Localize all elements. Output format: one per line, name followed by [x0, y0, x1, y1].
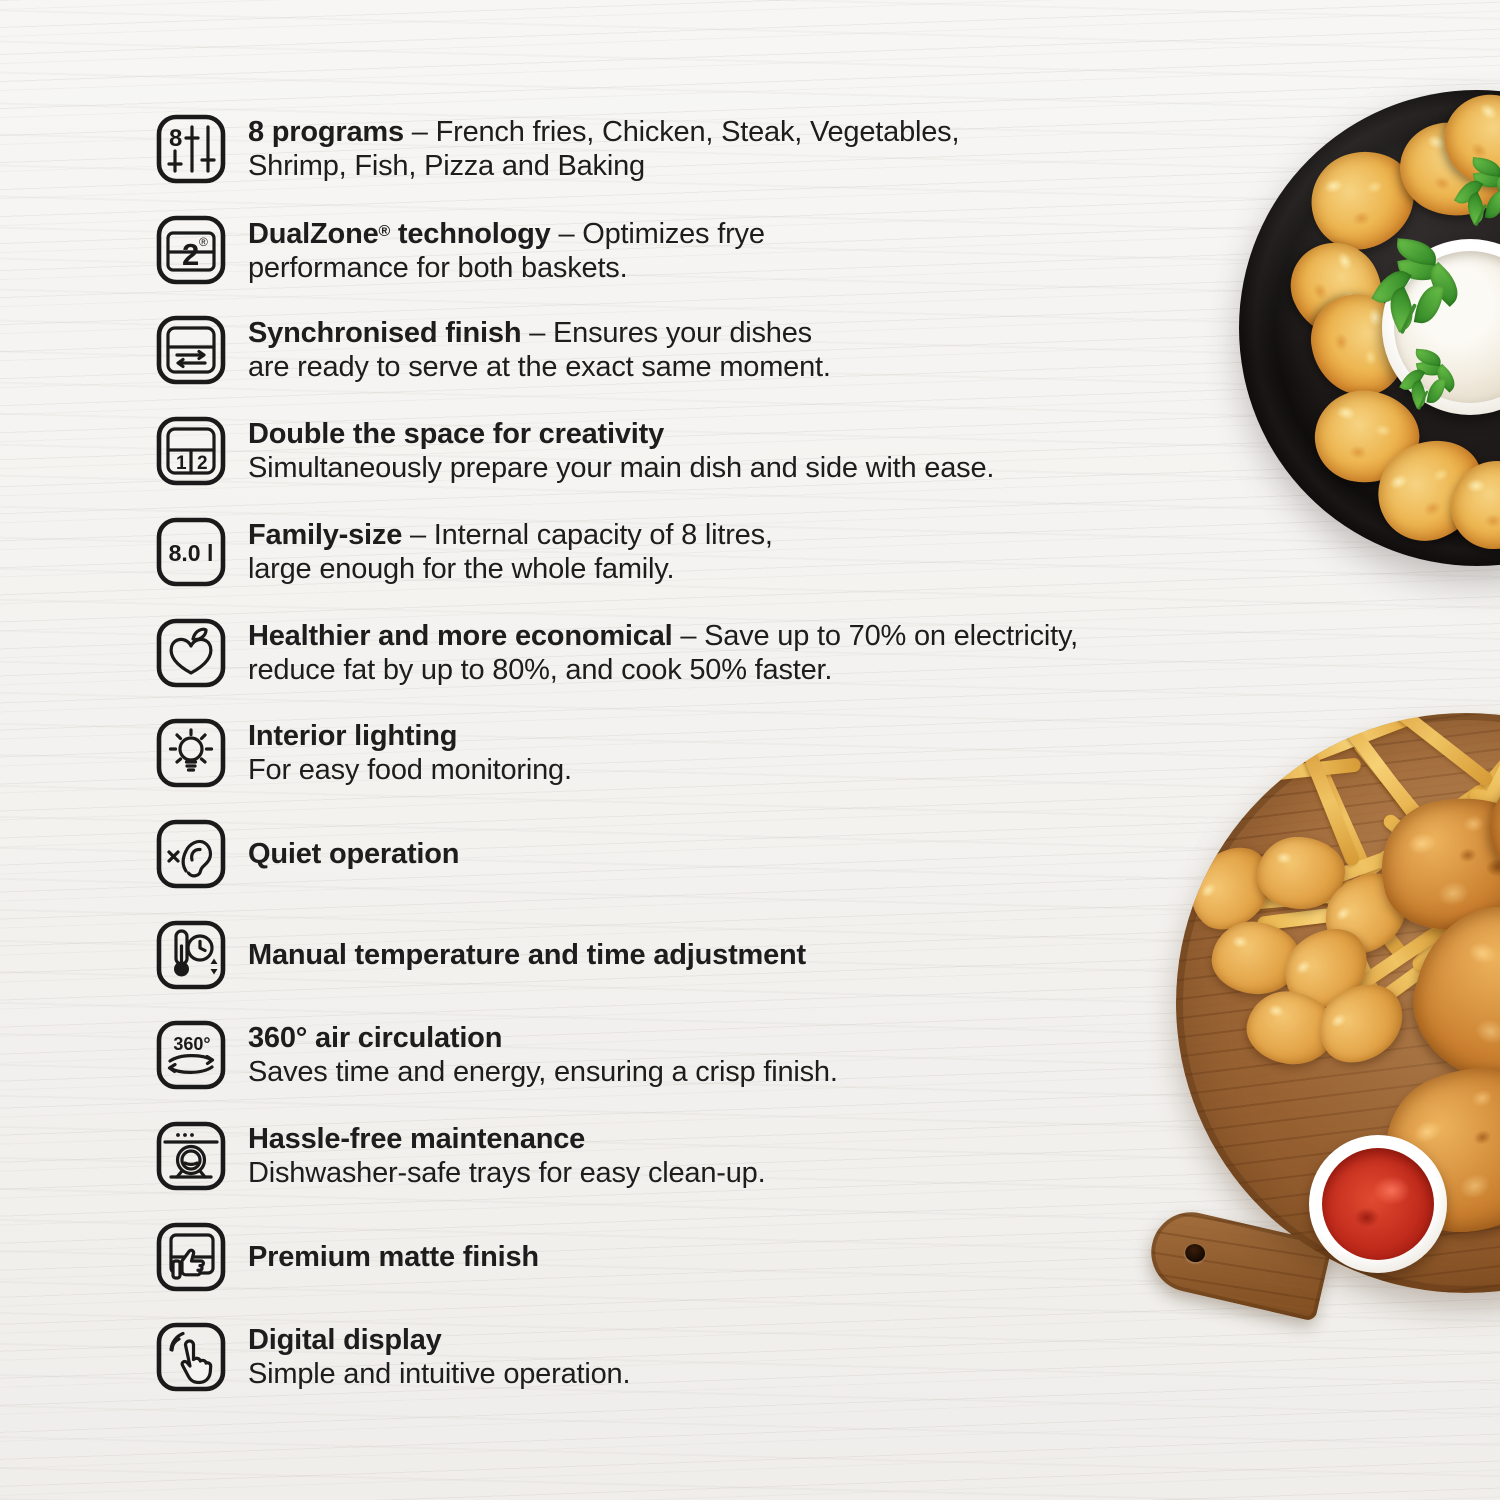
feature-item-manual-adjust	[155, 918, 806, 992]
feature-text	[248, 215, 765, 285]
snack-board-photo	[1176, 713, 1500, 1293]
feature-description: – Save up to 70% on electricity,	[672, 620, 1079, 652]
svg-text:2: 2	[182, 237, 200, 272]
feature-description-line2: For easy food monitoring.	[248, 754, 572, 786]
feature-title: 360° air circulation	[248, 1022, 503, 1054]
feature-item-capacity	[155, 515, 773, 589]
programs-icon	[155, 113, 227, 185]
feature-title: Digital display	[248, 1324, 442, 1356]
feature-item-air-circulation	[155, 1018, 838, 1092]
feature-text	[248, 316, 831, 384]
feature-description-line2: reduce fat by up to 80%, and cook 50% faster.	[248, 654, 833, 686]
feature-item-interior-lighting	[155, 716, 572, 790]
svg-text:360°: 360°	[173, 1034, 211, 1054]
feature-text	[248, 619, 1078, 687]
feature-item-maintenance	[155, 1119, 765, 1193]
potato-fritters-plate-photo	[1239, 90, 1500, 566]
quiet-operation-icon	[155, 818, 227, 890]
feature-title: Double the space for creativity	[248, 418, 665, 450]
feature-text	[248, 1240, 539, 1274]
sync-finish-icon	[155, 314, 227, 386]
feature-description-line2: performance for both baskets.	[248, 252, 628, 285]
feature-text	[248, 115, 959, 183]
svg-text:1: 1	[176, 453, 187, 474]
feature-description-line2: Shrimp, Fish, Pizza and Baking	[248, 150, 645, 182]
feature-text	[248, 1323, 630, 1391]
feature-description-line2: Simultaneously prepare your main dish and side with ease.	[248, 452, 995, 484]
air-circulation-icon	[155, 1019, 227, 1091]
ketchup-cup	[1309, 1135, 1447, 1273]
feature-item-programs	[155, 112, 959, 186]
feature-description-line2: Simple and intuitive operation.	[248, 1358, 631, 1390]
feature-title: DualZone® technology	[248, 218, 551, 251]
maintenance-icon	[155, 1120, 227, 1192]
feature-description: – French fries, Chicken, Steak, Vegetables,	[403, 116, 960, 148]
feature-text	[248, 837, 459, 871]
healthier-icon	[155, 617, 227, 689]
dualzone-icon	[155, 214, 227, 286]
feature-text	[248, 518, 773, 586]
feature-title: Family-size	[248, 519, 403, 551]
capacity-icon	[155, 516, 227, 588]
feature-description-line2: Saves time and energy, ensuring a crisp finish.	[248, 1056, 838, 1088]
feature-title: Quiet operation	[248, 838, 460, 870]
feature-item-matte-finish	[155, 1220, 539, 1294]
svg-text:8.0 l: 8.0 l	[168, 540, 214, 566]
feature-item-healthier	[155, 616, 1078, 690]
feature-title: Interior lighting	[248, 720, 458, 752]
feature-description-line2: are ready to serve at the exact same moment.	[248, 351, 831, 383]
svg-text:8: 8	[169, 125, 183, 152]
matte-finish-icon	[155, 1221, 227, 1293]
feature-text	[248, 1122, 765, 1190]
feature-description-line2: Dishwasher-safe trays for easy clean-up.	[248, 1157, 766, 1189]
feature-text	[248, 1021, 838, 1089]
feature-item-double-space	[155, 414, 994, 488]
feature-text	[248, 938, 806, 972]
feature-item-dualzone	[155, 213, 765, 287]
feature-description: – Internal capacity of 8 litres,	[402, 519, 773, 551]
feature-text	[248, 417, 994, 485]
interior-lighting-icon	[155, 717, 227, 789]
double-space-icon	[155, 415, 227, 487]
feature-item-sync-finish	[155, 313, 831, 387]
feature-description: – Ensures your dishes	[521, 317, 812, 349]
board-handle-hole	[1183, 1242, 1207, 1264]
manual-adjust-icon	[155, 919, 227, 991]
svg-text:2: 2	[197, 453, 208, 474]
feature-text	[248, 719, 572, 787]
feature-title: Premium matte finish	[248, 1241, 539, 1273]
feature-title: Healthier and more economical	[248, 620, 673, 652]
feature-item-quiet-operation	[155, 817, 459, 891]
digital-display-icon	[155, 1321, 227, 1393]
svg-text:®: ®	[199, 235, 208, 249]
feature-description: – Optimizes frye	[550, 218, 765, 251]
feature-title: 8 programs	[248, 116, 404, 148]
feature-title: Hassle-free maintenance	[248, 1123, 586, 1155]
feature-title: Manual temperature and time adjustment	[248, 939, 807, 971]
ketchup	[1322, 1148, 1434, 1260]
feature-item-digital-display	[155, 1320, 630, 1394]
feature-description-line2: large enough for the whole family.	[248, 553, 675, 585]
feature-title: Synchronised finish	[248, 317, 522, 349]
